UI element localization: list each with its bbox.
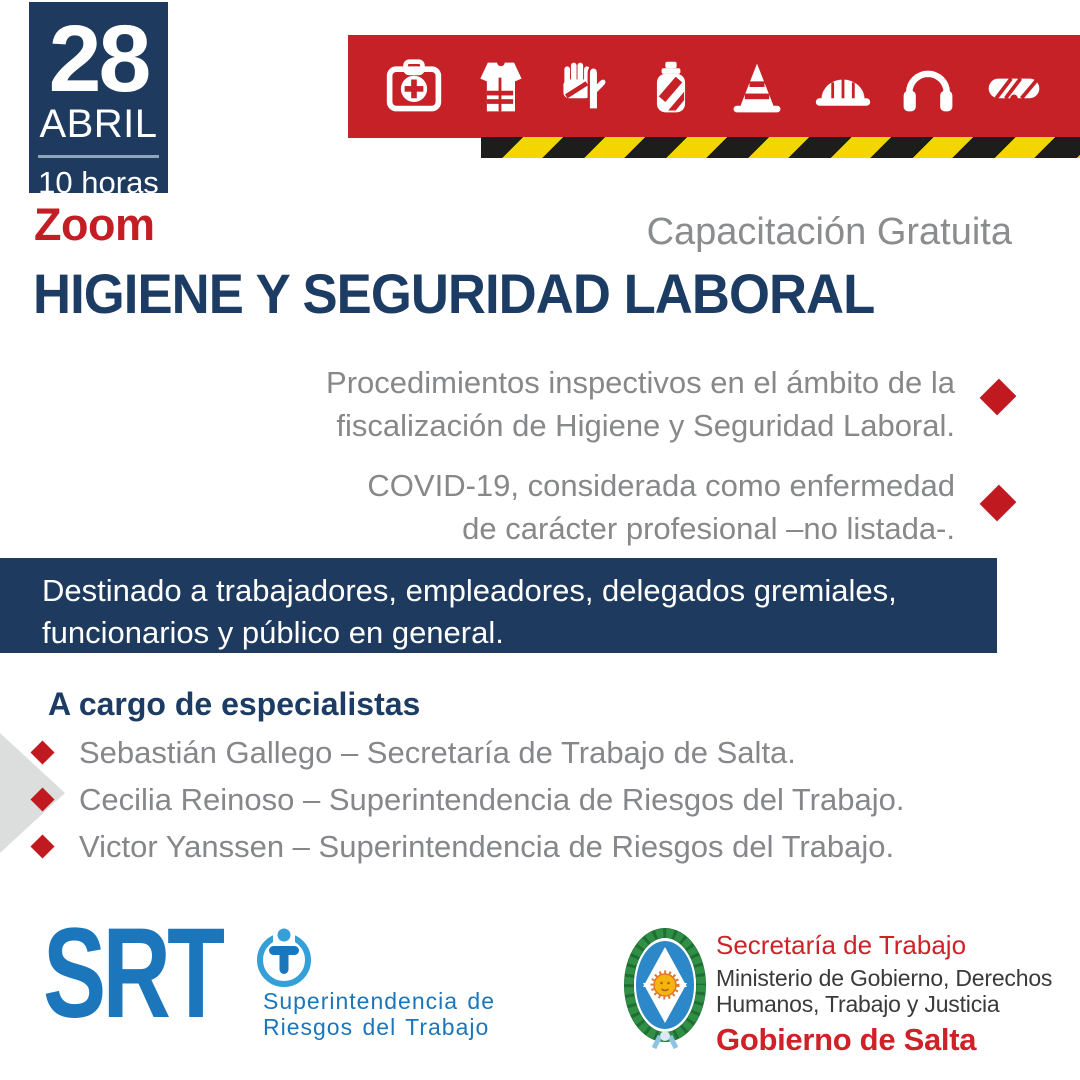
list-item (30, 823, 904, 870)
diamond-bullet-icon (30, 834, 54, 858)
salta-government: Gobierno de Salta (716, 1021, 977, 1057)
diamond-bullet-icon (30, 740, 54, 764)
topic-line: Procedimientos inspectivos en el ámbito de la (326, 365, 955, 400)
safety-vest-icon (470, 57, 530, 117)
audience-line: Destinado a trabajadores, empleadores, delegados gremiales, (42, 573, 897, 608)
topic-item (367, 465, 955, 551)
date-day: 28 (48, 6, 149, 112)
specialists-list (30, 729, 904, 870)
work-gloves-icon (555, 57, 615, 117)
safety-icon-banner (348, 35, 1080, 138)
page-title: HIGIENE Y SEGURIDAD LABORAL (33, 262, 875, 325)
topic-line: fiscalización de Higiene y Seguridad Laboral. (336, 407, 955, 443)
salta-logo-text (716, 930, 1052, 1058)
srt-person-icon (254, 926, 314, 988)
salta-crest-icon (622, 927, 708, 1053)
specialists-heading: A cargo de especialistas (48, 686, 421, 722)
topic-line: de carácter profesional –no listada-. (462, 510, 955, 546)
ear-protection-icon (898, 57, 958, 117)
salta-ministry: Ministerio de Gobierno, Derechos Humanos, Trabajo y Justicia (716, 965, 1053, 1018)
diamond-bullet-icon (30, 787, 54, 811)
diamond-bullet-icon (980, 485, 1017, 522)
salta-secretariat: Secretaría de Trabajo (716, 930, 967, 960)
date-time: 10 horas (38, 165, 159, 201)
water-jug-icon (641, 57, 701, 117)
hard-hat-icon (813, 57, 873, 117)
safety-goggles-icon (984, 57, 1044, 117)
list-item (30, 729, 904, 776)
specialist-name: Victor Yanssen – Superintendencia de Riesgos del Trabajo. (79, 828, 895, 864)
first-aid-kit-icon (384, 57, 444, 117)
hazard-tape-stripe (481, 137, 1080, 158)
list-item (30, 776, 904, 823)
srt-logo: SRT (43, 902, 222, 1045)
diamond-bullet-icon (980, 379, 1017, 416)
topic-line: COVID-19, considerada como enfermedad (367, 468, 955, 503)
srt-logo-name: Superintendencia de Riesgos del Trabajo (263, 988, 495, 1041)
platform-label: Zoom (34, 199, 155, 250)
audience-banner (0, 558, 997, 653)
audience-line: funcionarios y público en general. (42, 615, 504, 651)
traffic-cone-icon (727, 57, 787, 117)
date-divider (38, 155, 159, 158)
subtitle: Capacitación Gratuita (646, 211, 1012, 253)
date-month: ABRIL (39, 102, 158, 147)
specialist-name: Sebastián Gallego – Secretaría de Trabajo de Salta. (79, 734, 796, 770)
date-box (29, 2, 168, 201)
topic-item (326, 362, 955, 448)
specialist-name: Cecilia Reinoso – Superintendencia de Riesgos del Trabajo. (79, 781, 905, 817)
